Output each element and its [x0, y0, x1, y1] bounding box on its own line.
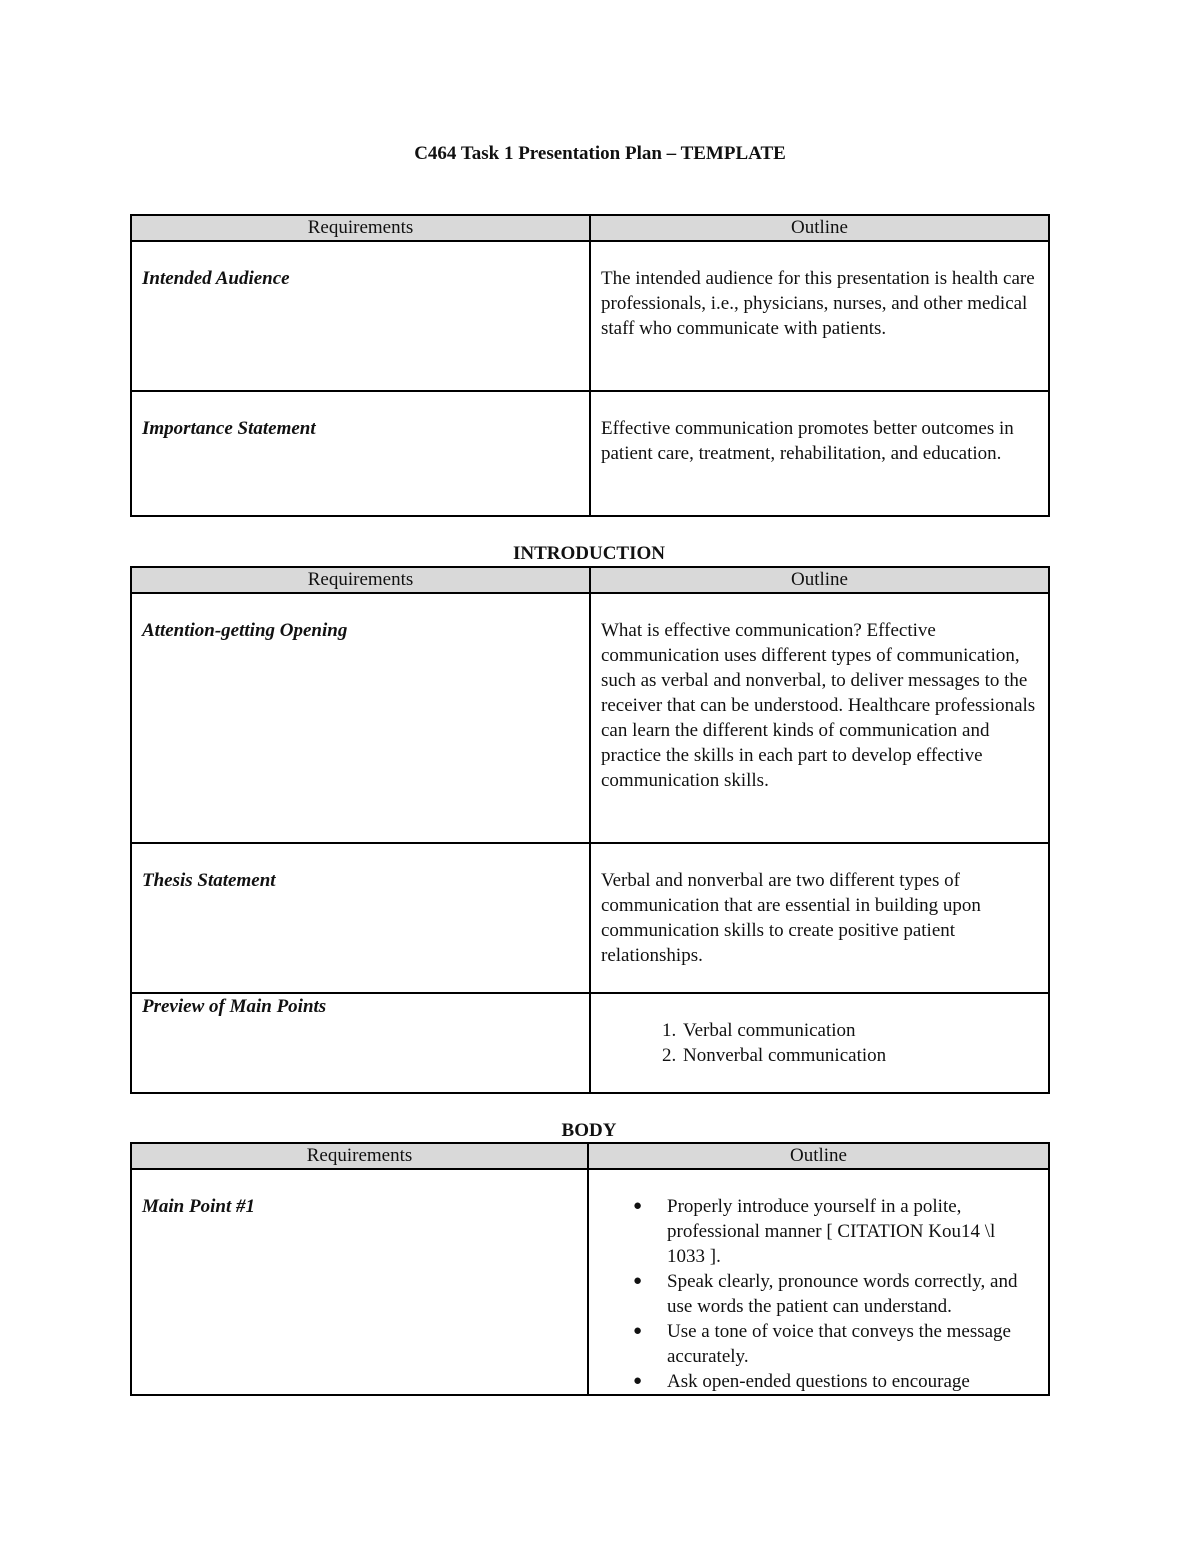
bullet-icon: ●	[633, 1373, 643, 1389]
introduction-table	[130, 566, 1050, 1094]
list-item: ● Speak clearly, pronounce words correctly, and use words the patient can understand.	[633, 1271, 1018, 1317]
requirement-thesis-statement: Thesis Statement	[131, 843, 590, 993]
list-item: 2. Nonverbal communication	[681, 1043, 1038, 1068]
list-item: ● Properly introduce yourself in a polite, professional manner [ CITATION Kou14 \l 1033 ].	[633, 1196, 996, 1267]
bullet-icon: ●	[633, 1198, 643, 1214]
bullet-icon: ●	[633, 1323, 643, 1339]
main-point-1-bullets	[599, 1194, 1038, 1394]
list-item: ● Ask open-ended questions to encourage	[633, 1371, 970, 1392]
requirements-header: Requirements	[131, 215, 590, 241]
requirement-main-point-1: Main Point #1	[131, 1169, 588, 1395]
bullet-icon: ●	[633, 1273, 643, 1289]
outline-attention-opening: What is effective communication? Effective communication uses different types of communication, such as verbal and nonverbal, to deliver messages to the receiver that can be understood. Healthcare professionals can learn the different kinds of communication and practice the skills in each part to develop effective communication skills.	[590, 593, 1049, 843]
list-item: ● Use a tone of voice that conveys the message accurately.	[633, 1321, 1011, 1367]
outline-header: Outline	[590, 215, 1049, 241]
page-title: C464 Task 1 Presentation Plan – TEMPLATE	[414, 143, 786, 164]
requirement-importance-statement: Importance Statement	[131, 391, 590, 516]
requirement-intended-audience: Intended Audience	[131, 241, 590, 391]
outline-main-point-1	[588, 1169, 1049, 1395]
body-heading: BODY	[561, 1120, 617, 1141]
outline-header: Outline	[588, 1143, 1049, 1169]
requirements-header: Requirements	[131, 1143, 588, 1169]
outline-header: Outline	[590, 567, 1049, 593]
outline-preview-main-points	[590, 993, 1049, 1093]
outline-intended-audience: The intended audience for this presentation is health care professionals, i.e., physicians, nurses, and other medical staff who communicate with patients.	[590, 241, 1049, 391]
audience-table	[130, 214, 1050, 517]
introduction-heading: INTRODUCTION	[512, 543, 666, 564]
requirement-preview-main-points: Preview of Main Points	[131, 993, 590, 1093]
body-table	[130, 1142, 1050, 1396]
main-points-list	[601, 1018, 1038, 1068]
outline-thesis-statement: Verbal and nonverbal are two different types of communication that are essential in building upon communication skills to create positive patient relationships.	[590, 843, 1049, 993]
requirements-header: Requirements	[131, 567, 590, 593]
list-item: 1. Verbal communication	[681, 1018, 1038, 1043]
requirement-attention-opening: Attention-getting Opening	[131, 593, 590, 843]
outline-importance-statement: Effective communication promotes better outcomes in patient care, treatment, rehabilitation, and education.	[590, 391, 1049, 516]
